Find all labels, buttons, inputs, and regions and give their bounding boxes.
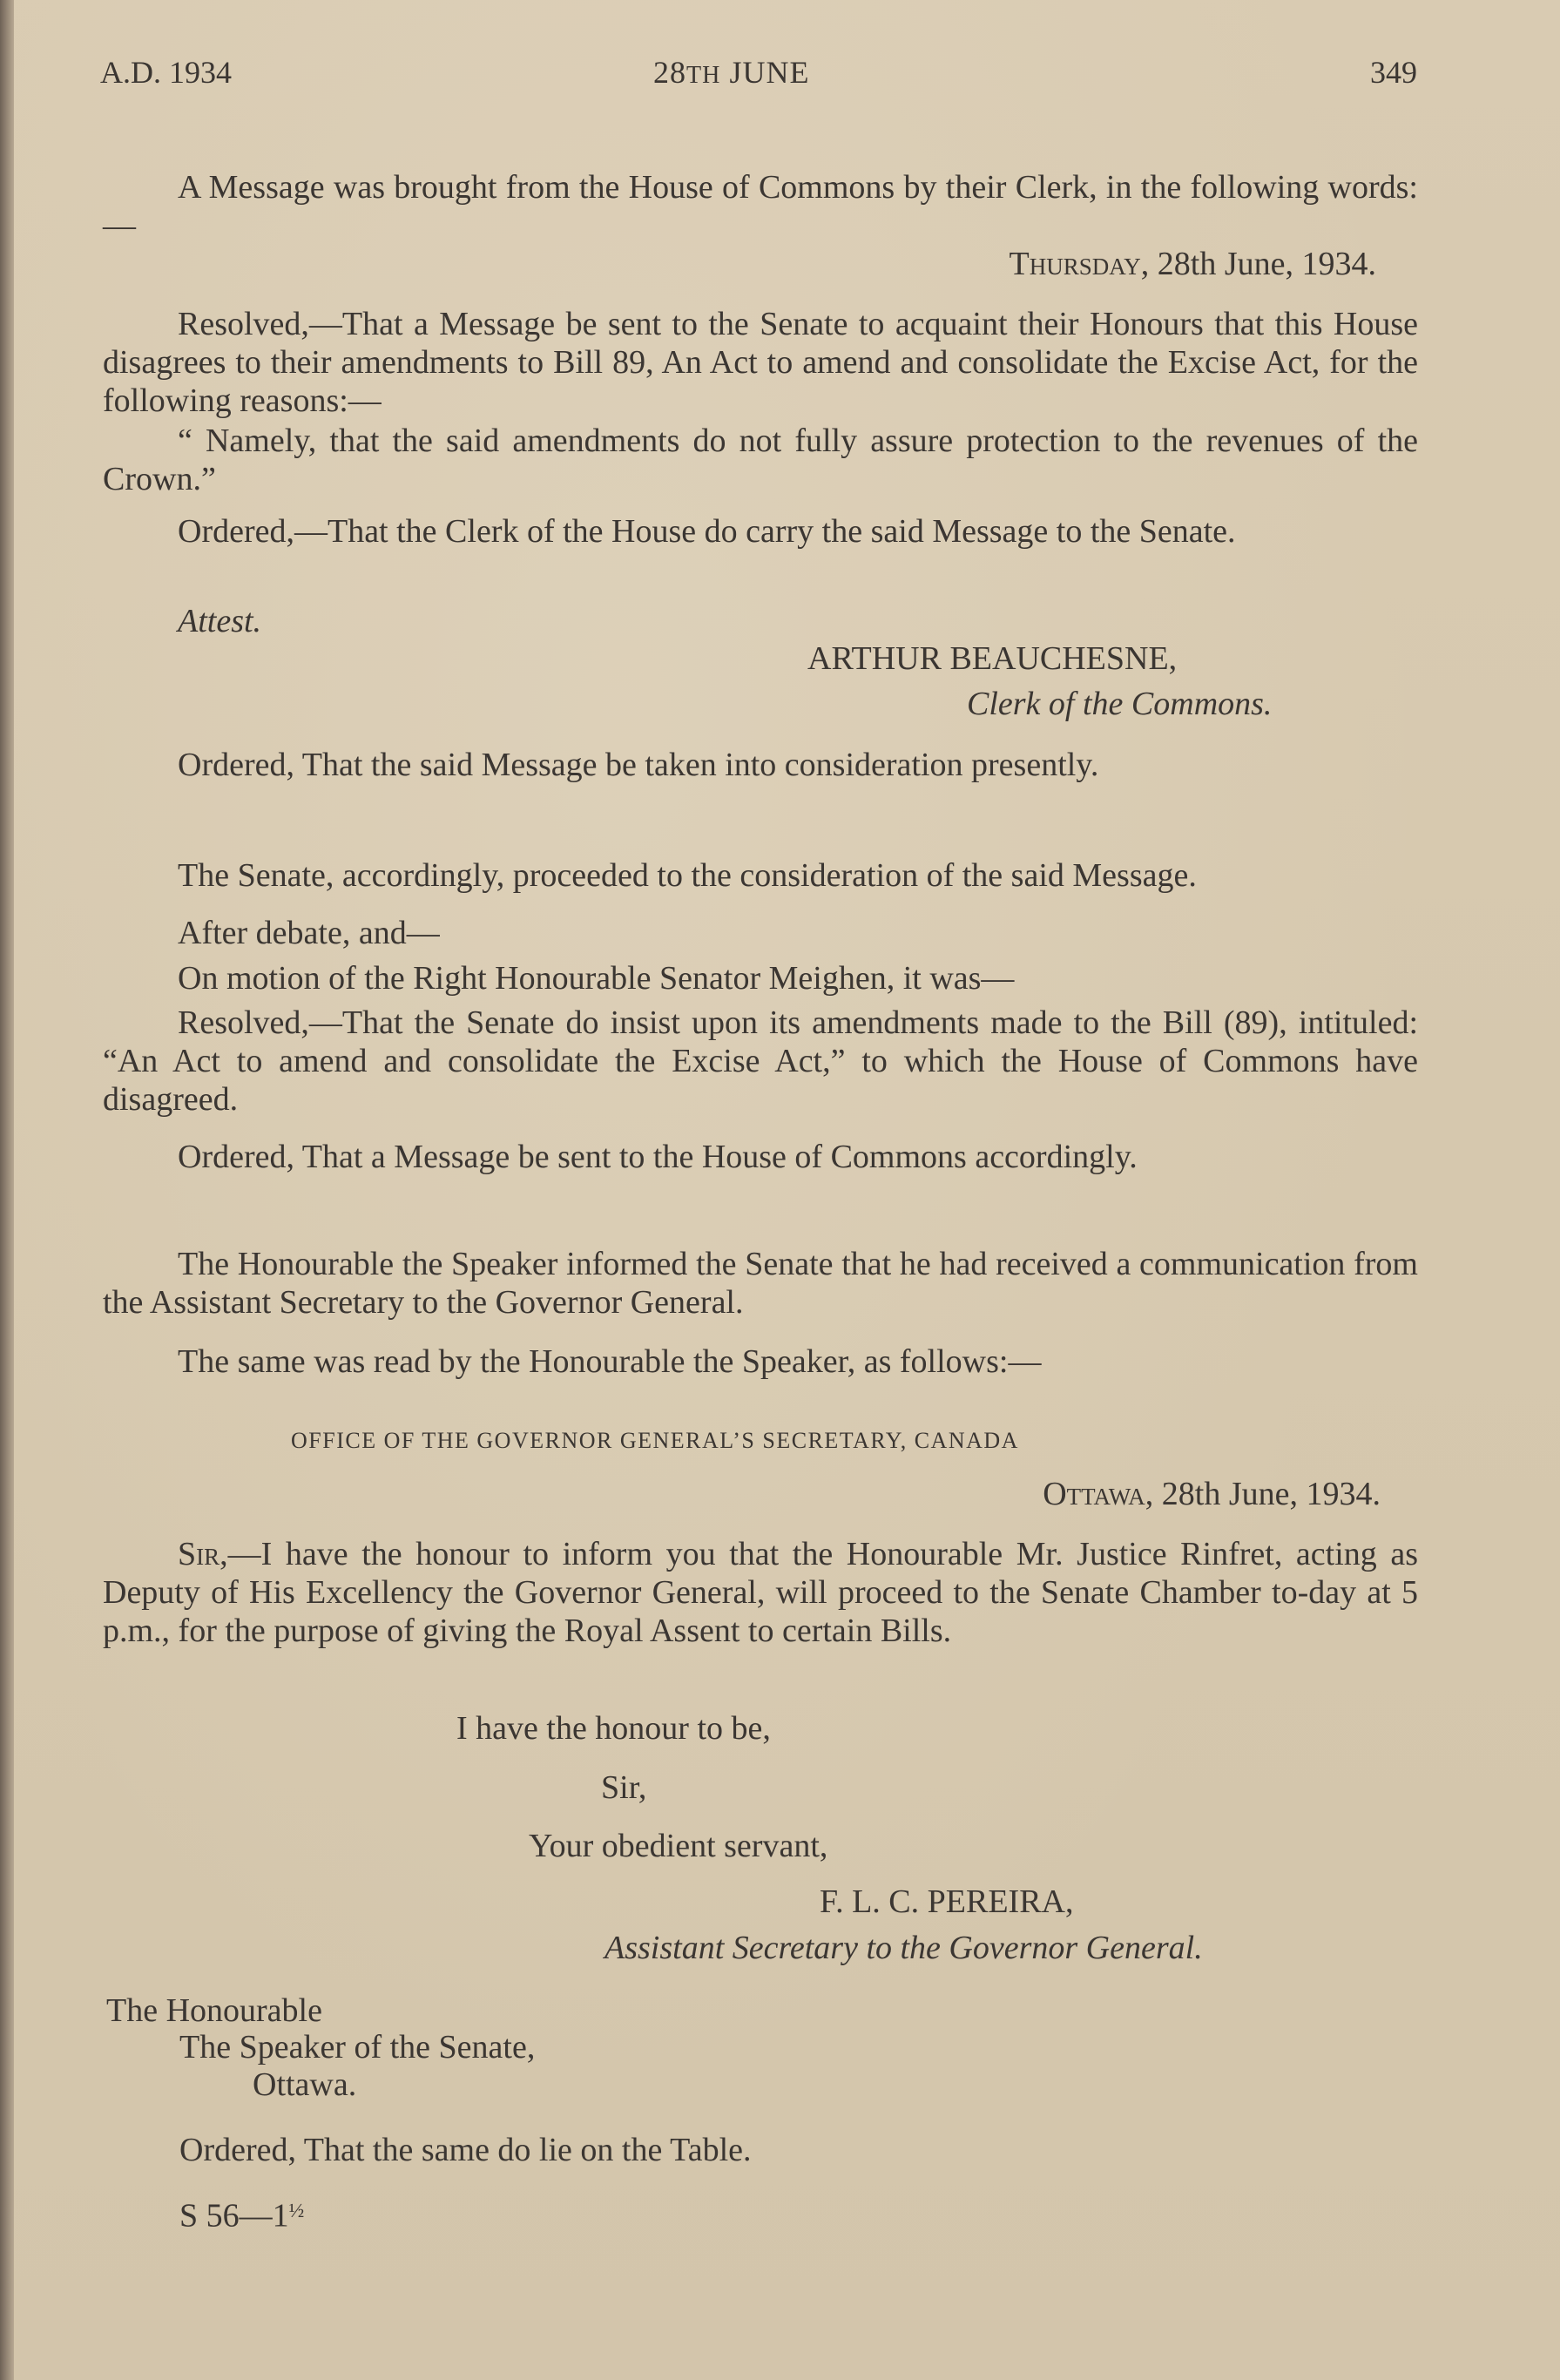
on-motion: On motion of the Right Honourable Senator Meighen, it was— xyxy=(178,960,1015,997)
running-header xyxy=(100,54,1417,98)
office-heading: OFFICE OF THE GOVERNOR GENERAL’S SECRETARY, CANADA xyxy=(291,1428,1019,1453)
attest: Attest. xyxy=(178,603,262,639)
clerk-title: Clerk of the Commons. xyxy=(967,686,1273,722)
ordered-clerk-carry: Ordered,—That the Clerk of the House do carry the said Message to the Senate. xyxy=(178,513,1236,550)
closing-sir: Sir, xyxy=(601,1769,647,1806)
speaker-informed: The Honourable the Speaker informed the Senate that he had received a communication from the Assistant Secretary to the Governor General. xyxy=(103,1246,1418,1321)
resolved-senate: Resolved,—That the Senate do insist upon its amendments made to the Bill (89), intituled: “An Act to amend and consolidate the Excise Act,” to which the House of Commons have disagreed. xyxy=(103,1004,1418,1118)
ottawa-city: Ottawa xyxy=(1043,1476,1145,1512)
page-number: 349 xyxy=(1370,55,1417,90)
address-line-2: The Speaker of the Senate, xyxy=(179,2029,536,2066)
ordered-message-commons: Ordered, That a Message be sent to the House of Commons accordingly. xyxy=(178,1139,1138,1175)
commons-date-rest: , 28th June, 1934. xyxy=(1140,246,1376,282)
signature-fraction: ½ xyxy=(288,2200,305,2222)
message-intro: A Message was brought from the House of Commons by their Clerk, in the following words:— xyxy=(103,169,1418,244)
signer-title: Assistant Secretary to the Governor General. xyxy=(604,1930,1203,1966)
commons-date xyxy=(1010,245,1376,283)
header-date xyxy=(653,54,809,91)
ottawa-date-rest: , 28th June, 1934. xyxy=(1145,1476,1381,1512)
same-read: The same was read by the Honourable the Speaker, as follows:— xyxy=(178,1343,1042,1380)
binding-edge xyxy=(0,0,14,2380)
reasons-quote: “ Namely, that the said amendments do not fully assure protection to the revenues of the Crown.” xyxy=(103,423,1418,497)
header-month: JUNE xyxy=(729,55,810,90)
letter-salutation: Sir xyxy=(178,1536,220,1572)
signer-name: F. L. C. PEREIRA, xyxy=(820,1883,1074,1920)
closing-honour: I have the honour to be, xyxy=(456,1710,771,1747)
header-day-suffix: TH xyxy=(686,62,721,89)
commons-date-day: Thursday xyxy=(1009,246,1141,282)
closing-servant: Your obedient servant, xyxy=(529,1828,828,1864)
header-day: 28 xyxy=(653,55,686,90)
signature-mark xyxy=(179,2192,304,2235)
header-year: A.D. 1934 xyxy=(100,55,232,90)
senate-proceeded: The Senate, accordingly, proceeded to the consideration of the said Message. xyxy=(178,857,1197,894)
after-debate: After debate, and— xyxy=(178,915,440,951)
address-line-3: Ottawa. xyxy=(253,2066,357,2103)
address-line-1: The Honourable xyxy=(106,1992,322,2029)
letter-body xyxy=(103,1535,1418,1650)
letter-body-text: ,—I have the honour to inform you that the Honourable Mr. Justice Rinfret, acting as Deputy of His Excellency the Governor General, will proceed to the Senate Chamber to-day at 5 p.m., for the purpose of giving the Royal Assent to certain Bills. xyxy=(103,1536,1418,1649)
ottawa-date xyxy=(1043,1475,1381,1513)
clerk-name: ARTHUR BEAUCHESNE, xyxy=(807,640,1178,677)
ordered-consideration: Ordered, That the said Message be taken into consideration presently. xyxy=(178,747,1099,783)
resolved-commons: Resolved,—That a Message be sent to the Senate to acquaint their Honours that this House disagrees to their amendments to Bill 89, An Act to amend and consolidate the Excise Act, for the following reasons:— xyxy=(103,306,1418,419)
signature-mark-text: S 56—1 xyxy=(179,2197,289,2235)
ordered-lie-on-table: Ordered, That the same do lie on the Table. xyxy=(179,2132,752,2168)
